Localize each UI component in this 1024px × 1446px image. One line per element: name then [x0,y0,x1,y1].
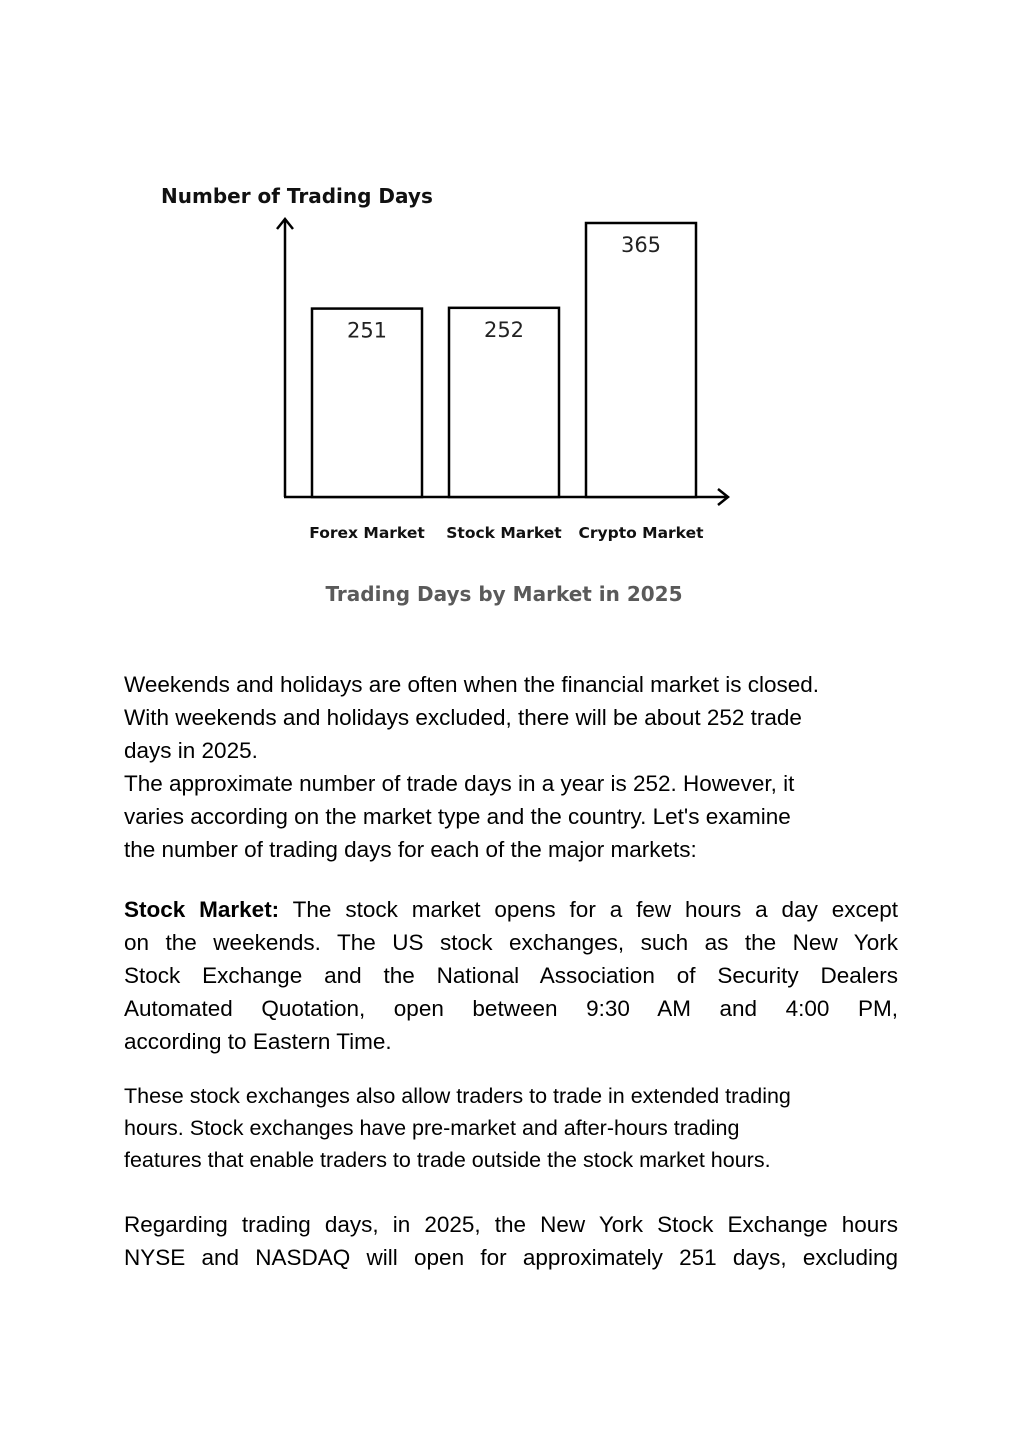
bars-group [309,223,704,542]
bar-value-label: 365 [620,233,662,257]
text-line: the number of trading days for each of the major markets: [124,837,697,862]
text-line [124,893,898,926]
text-line: features that enable traders to trade outside the stock market hours. [124,1148,771,1172]
bar-value-label: 252 [483,317,525,342]
text-run: The stock market opens for a few hours a day except [279,897,899,922]
text-line: according to Eastern Time. [124,1029,392,1054]
text-line: The approximate number of trade days in a year is 252. However, it [124,771,795,796]
text-line: Regarding trading days, in 2025, the New York Stock Exchange hours [124,1212,898,1237]
chart-title: Trading Days by Market in 2025 [325,582,683,606]
text-line: Stock Exchange and the National Association of Security Dealers [124,963,898,988]
extended-hours-paragraph [124,1080,898,1176]
stock-market-heading: Stock Market: [124,897,280,922]
intro-paragraph [124,668,898,866]
text-line: varies according on the market type and the country. Let's examine [124,804,791,829]
y-axis-label: Number of Trading Days [161,184,433,208]
trading-days-bar-chart [0,0,1024,640]
x-tick-label: Forex Market [309,524,425,542]
trading-days-paragraph [124,1208,898,1274]
bar-crypto-market [586,223,696,497]
text-line: With weekends and holidays excluded, there will be about 252 trade [124,705,802,730]
text-line: Weekends and holidays are often when the financial market is closed. [124,672,819,697]
text-line: Automated Quotation, open between 9:30 AM and 4:00 PM, [124,996,898,1021]
x-tick-label: Stock Market [446,524,562,542]
text-line: NYSE and NASDAQ will open for approximately 251 days, excluding [124,1245,898,1270]
x-axis-label: Market Type [740,485,879,509]
text-line: days in 2025. [124,738,258,763]
text-line: These stock exchanges also allow traders to trade in extended trading [124,1084,791,1108]
bar-value-label: 251 [346,318,388,343]
stock-market-paragraph [124,893,898,1058]
text-line: on the weekends. The US stock exchanges, such as the New York [124,930,898,955]
x-tick-label: Crypto Market [578,524,704,542]
text-line: hours. Stock exchanges have pre-market and after-hours trading [124,1116,740,1140]
